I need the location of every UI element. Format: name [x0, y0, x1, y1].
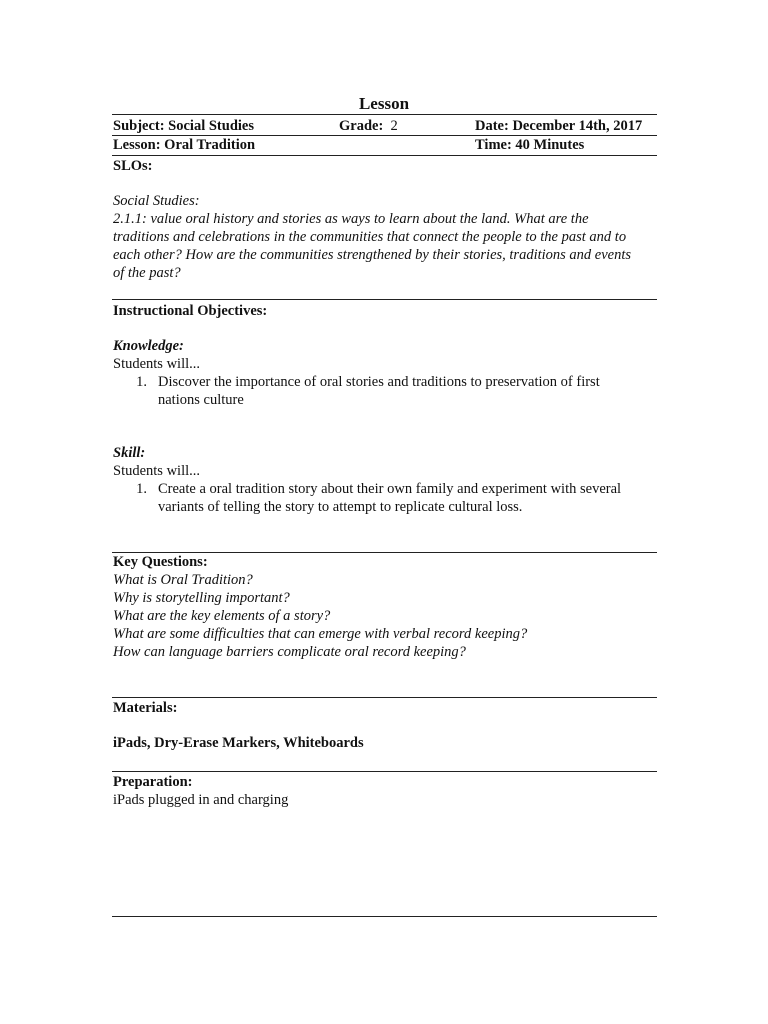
preparation-value: iPads plugged in and charging: [113, 792, 289, 808]
preparation-heading: Preparation:: [113, 774, 193, 790]
knowledge-list: [113, 373, 658, 409]
list-item-line: nations culture: [158, 392, 244, 408]
list-number: 1.: [136, 374, 147, 390]
key-questions-section: [113, 553, 658, 661]
list-item: [113, 480, 658, 516]
header-bottom-rule: [112, 155, 657, 156]
slos-heading: SLOs:: [113, 158, 153, 174]
list-item: [113, 373, 658, 409]
key-question: Why is storytelling important?: [113, 590, 290, 606]
skill-list: [113, 480, 658, 516]
list-item-text: [147, 373, 658, 409]
key-question: What are some difficulties that can emerge with verbal record keeping?: [113, 626, 528, 642]
knowledge-intro: Students will...: [113, 356, 201, 372]
page-title: Lesson: [358, 94, 410, 113]
list-item-text: [147, 480, 658, 516]
slos-section: [113, 192, 658, 282]
lesson-field: Lesson: Oral Tradition: [113, 137, 256, 153]
slos-line: 2.1.1: value oral history and stories as ways to learn about the land. What are the: [113, 211, 589, 227]
grade-field: [339, 117, 398, 135]
key-question: How can language barriers complicate oral record keeping?: [113, 644, 466, 660]
date-field: Date: December 14th, 2017: [475, 118, 643, 134]
section-rule: [112, 771, 657, 772]
list-item-line: Create a oral tradition story about their own family and experiment with several: [158, 481, 622, 497]
list-item-line: Discover the importance of oral stories and traditions to preservation of first: [158, 374, 600, 390]
key-questions-heading: Key Questions:: [113, 554, 208, 570]
slos-subject: Social Studies:: [113, 193, 200, 209]
grade-label: Grade:: [339, 118, 384, 134]
key-question: What are the key elements of a story?: [113, 608, 331, 624]
section-rule: [112, 299, 657, 300]
slos-line: each other? How are the communities strengthened by their stories, traditions and events: [113, 247, 632, 263]
footer-rule: [112, 916, 657, 917]
key-question: What is Oral Tradition?: [113, 572, 253, 588]
grade-value: 2: [390, 118, 398, 134]
header-top-rule: [112, 114, 657, 115]
section-rule: [112, 697, 657, 698]
materials-value: iPads, Dry-Erase Markers, Whiteboards: [113, 735, 364, 751]
subject-field: Subject: Social Studies: [113, 118, 254, 134]
knowledge-label: Knowledge:: [113, 338, 184, 354]
slos-line: of the past?: [113, 265, 181, 281]
skill-label: Skill:: [113, 445, 146, 461]
skill-intro: Students will...: [113, 463, 201, 479]
objectives-heading: Instructional Objectives:: [113, 303, 268, 319]
slos-line: traditions and celebrations in the communities that connect the people to the past and to: [113, 229, 627, 245]
list-item-line: variants of telling the story to attempt to replicate cultural loss.: [158, 499, 523, 515]
list-number: 1.: [136, 481, 147, 497]
time-field: Time: 40 Minutes: [475, 137, 585, 153]
materials-heading: Materials:: [113, 700, 178, 716]
